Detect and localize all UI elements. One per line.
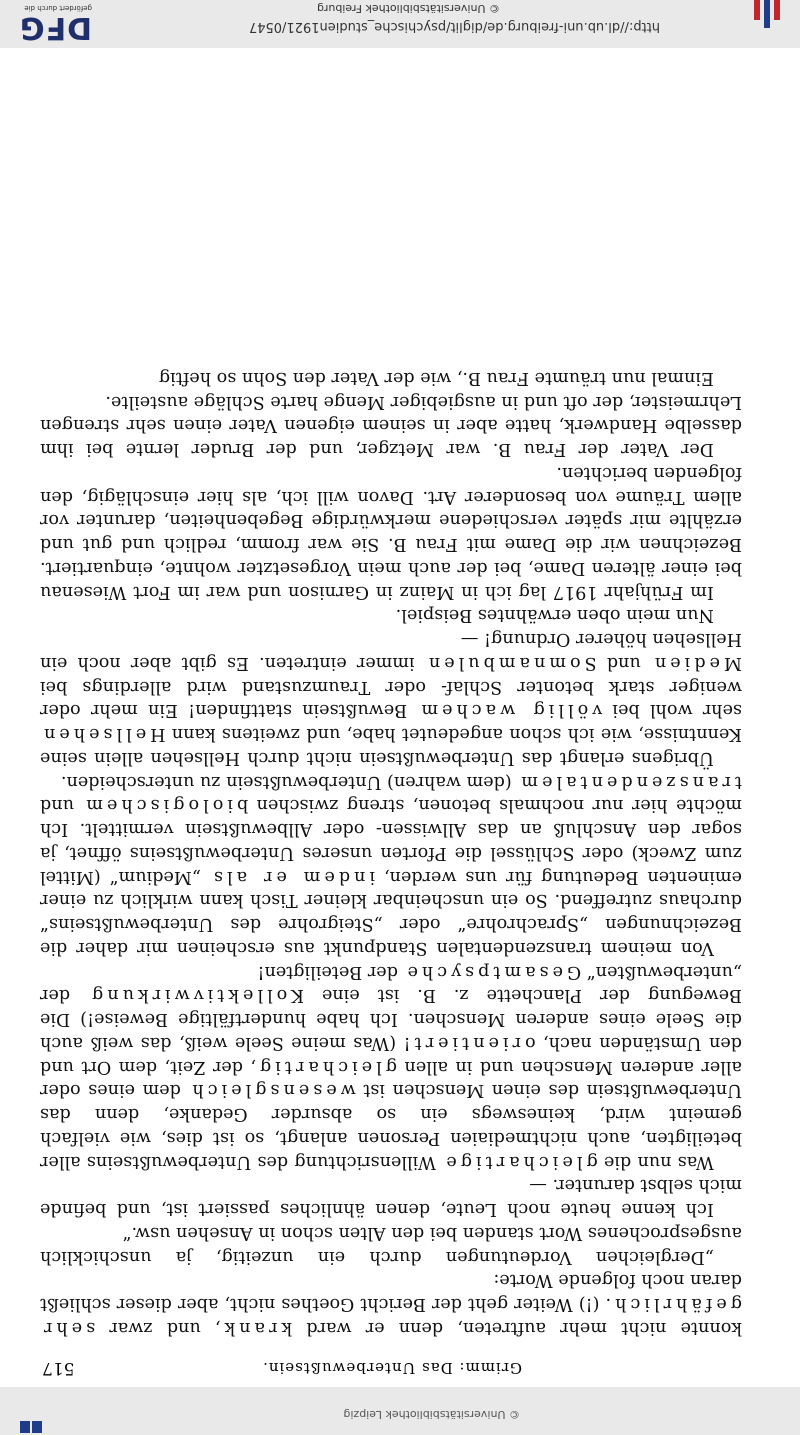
text-run: sehr wohl bei — [602, 700, 742, 721]
text-run: „Dergleichen Vordeutungen durch ein unzeitig, ja unschicklich ausgesprochenes Wort standen bei den Alten schon in Ansehen usw.“ — [40, 1223, 742, 1267]
text-run: Der Vater der Frau B. war Metzger, und der Bruder lernte bei ihm dasselbe Handwerk, hatte aber in seinem eigenen Vater einen sehr strengen Lehrmeister, der oft und in ausgiebiger Menge harte Schläge austeilte. — [40, 391, 742, 460]
spaced-emphasis: orientiert — [410, 1033, 536, 1053]
text-run: , der Zeit, dem Ort und den Umständen nach, — [40, 1033, 742, 1077]
color-marker — [764, 0, 770, 28]
text-run: immer eintreten. Es gibt aber noch ein Hellsehen höherer Ordnung! — — [40, 629, 742, 673]
library-copyright: © Universitätsbibliothek Leipzig — [343, 1408, 520, 1421]
text-run: konnte nicht mehr auftreten, denn er ward — [292, 1318, 742, 1338]
spaced-emphasis: gleichartig — [256, 1056, 398, 1077]
paragraph — [40, 959, 742, 1173]
color-marker — [774, 0, 780, 20]
running-header — [42, 1351, 742, 1381]
spaced-emphasis: Hellsehen — [40, 724, 166, 745]
text-run: . (!) Weiter geht der Bericht Goethes nicht, aber dieser schließt daran noch folgende Worte: — [40, 1270, 742, 1315]
spaced-emphasis: Somnambulen — [424, 653, 597, 673]
paragraph — [40, 1173, 742, 1221]
spaced-emphasis: Gesamtpsyche — [403, 961, 582, 982]
text-run: Einmal nun träumte Frau B., wie der Vater den Sohn so heftig — [158, 368, 714, 388]
spaced-emphasis: sehr gefährlich — [40, 1294, 742, 1338]
spaced-emphasis: gleichartige — [442, 1151, 598, 1172]
digitization-bar — [0, 0, 800, 48]
text-run: der „unterbewußten“ — [40, 961, 742, 1006]
text-run: Willensrichtung des Unterbewußtseins aller beteiligten, auch nichtmediaien Personen anlangt, so ist dies, wie vielfach gemeint wird, keineswegs ein so absurder Gedanke, denn das Unterbewußtsein des einen Menschen ist — [40, 1080, 742, 1172]
text-run: Von meinem transzendentalen Standpunkt aus erscheinen mir daher die Bezeichnungen „Sprachrohre“ oder „Steigrohre des Unterbewußtseins“ durchaus zutreffend. So ein unscheinbar kleiner Tisch kann wirklich zu einer eminenten Bedeutung für uns werden, — [40, 866, 742, 958]
page-number: 517 — [42, 1358, 75, 1378]
text-run: und — [596, 653, 651, 673]
text-run: Im Frühjahr 1917 lag ich in Mainz in Garnison und war im Fort Wiesenau bei einer älteren Dame, bei der auch mein Vorgesetzter wohnte, einquartiert. Bezeichnen wir die Dame mit Frau B. Sie war fromm, redlich und gut und erzählte mir später verschiedene merkwürdige Begebenheiten, darunter vor allem Träume von besonderer Art. Davon will ich, als hier einschlägig, den folgenden berichten. — [40, 463, 742, 602]
color-marker — [32, 1421, 42, 1433]
spaced-emphasis: Kollektivwirkung — [88, 985, 304, 1006]
spaced-emphasis: indem er als — [209, 866, 376, 887]
text-run: Ich kenne heute noch Leute, denen ähnliches passiert ist, und befinde mich selbst darunter. — — [40, 1175, 742, 1220]
text-run: (dem wahren) Unterbewußtsein zu unterscheiden. — [60, 771, 518, 792]
library-footer-bar — [0, 1387, 800, 1435]
color-marker — [20, 1421, 30, 1433]
text-run: Was nun die — [597, 1151, 714, 1172]
dfg-logo-caption: gefördert durch die — [24, 4, 92, 12]
paragraph — [40, 365, 742, 389]
paragraph — [40, 389, 742, 460]
text-run: Übrigens erlangt das Unterbewußtsein nicht durch Hellsehen allein seine Kenntnisse, wie ich schon angedeutet habe, und zweitens kann — [40, 724, 742, 768]
color-marker — [754, 0, 760, 20]
body-text — [40, 365, 742, 1339]
paragraph — [40, 769, 742, 959]
source-copyright: © Universitätsbibliothek Freiburg — [317, 2, 500, 15]
text-run: Nun mein oben erwähntes Beispiel. — [395, 605, 714, 626]
source-url[interactable]: http://dl.ub.uni-freiburg.de/diglit/psychische_studien1921/0547 — [248, 19, 660, 34]
paragraph — [40, 1220, 742, 1268]
spaced-emphasis: krank — [220, 1318, 293, 1338]
running-title: Grimm: Das Unterbewußtsein. — [262, 1359, 522, 1377]
spaced-emphasis: Medien — [650, 653, 742, 673]
spaced-emphasis: transzendentalem — [517, 771, 742, 792]
dfg-logo — [2, 4, 92, 45]
dfg-logo-mark: DFG — [18, 10, 92, 45]
paragraph — [40, 603, 742, 627]
spaced-emphasis: wesensgleich — [188, 1080, 356, 1101]
text-run: ! (Was meine Seele weiß, das weiß auch die Seele eines anderen Menschen. Ich habe hundertfältige Beweise!) Die Bewegung der Planchette z. B. ist eine — [40, 985, 742, 1053]
text-run: „Medium“ (Mittel zum Zweck) oder Schlüssel die Pforten unseres Unterbewußtseins öffnet, ja sogar den Anschluß an das Allwissen- oder Allbewußtsein vermittelt. Ich möchte hier nur nochmals betonen, streng zwischen — [40, 795, 742, 887]
spaced-emphasis: biologischem — [82, 795, 249, 816]
paragraph — [40, 627, 742, 770]
paragraph — [40, 460, 742, 603]
text-run: Bewußtsein stattfinden! Ein mehr oder weniger stark betonter Schlaf- oder Traumzustand wird allerdings bei — [40, 676, 742, 721]
paragraph — [40, 1268, 742, 1339]
text-run: , und zwar — [95, 1318, 221, 1338]
spaced-emphasis: völlig wachem — [417, 700, 603, 721]
text-run: dem eines oder aller anderen Menschen und in allen — [40, 1056, 742, 1101]
text-run: der Beteiligten! — [257, 961, 404, 982]
text-run: und — [40, 795, 83, 816]
